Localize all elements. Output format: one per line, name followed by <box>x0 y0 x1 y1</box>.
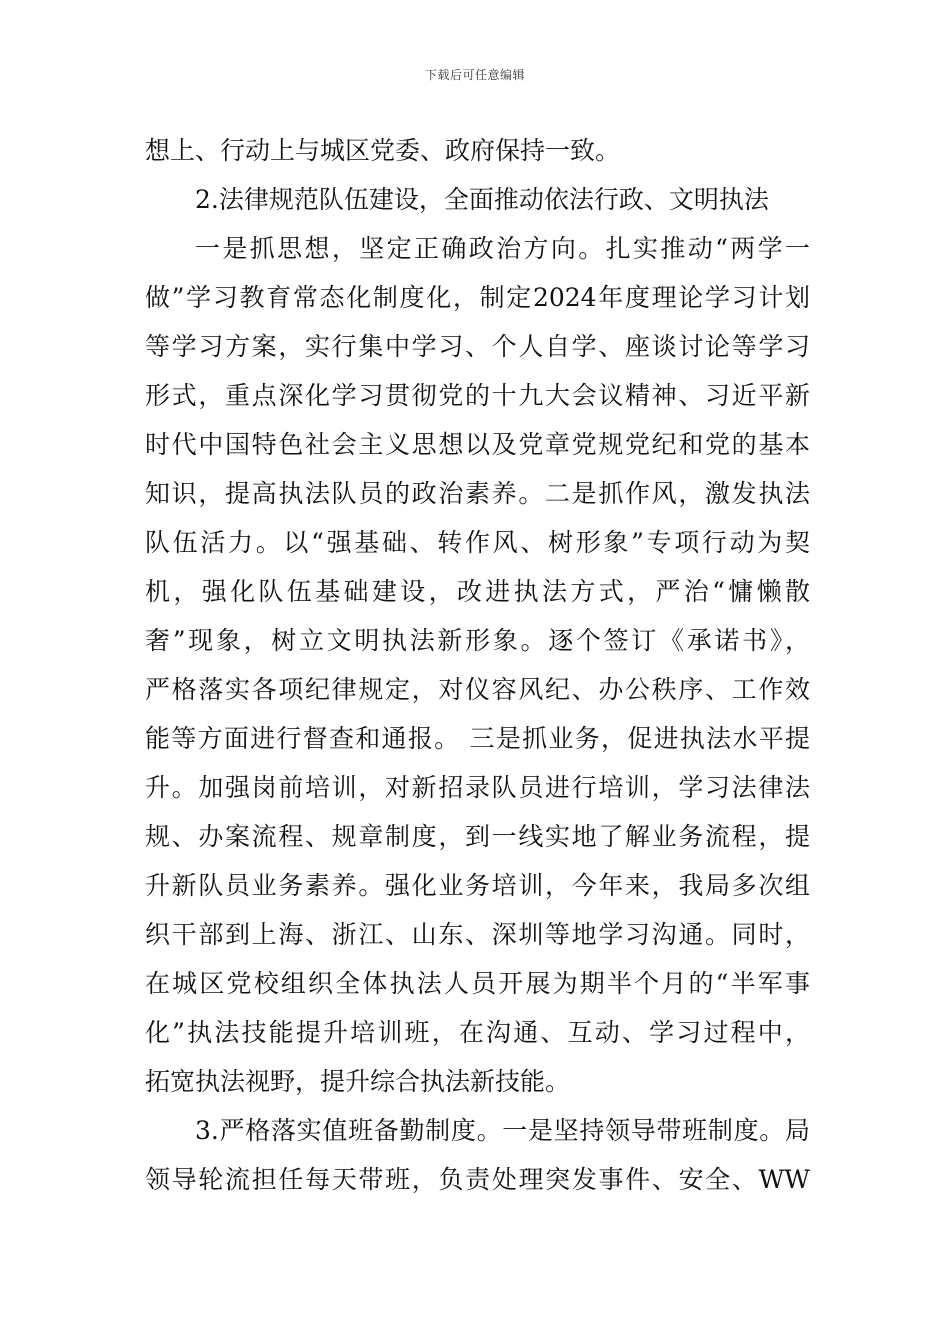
text-line: 升。加强岗前培训，对新招录队员进行培训，学习法律法 <box>145 773 810 802</box>
text-line: 规、办案流程、规章制度，到一线实地了解业务流程，提 <box>145 822 810 851</box>
text-line: 严格落实各项纪律规定，对仪容风纪、办公秩序、工作效 <box>145 675 810 704</box>
text-line: 想上、行动上与城区党委、政府保持一致。 <box>145 136 621 165</box>
text-line: 时代中国特色社会主义思想以及党章党规党纪和党的基本 <box>145 430 810 459</box>
section-heading: 3.严格落实值班备勤制度。一是坚持领导带班制度。局 <box>195 1116 810 1145</box>
text-line: 织干部到上海、浙江、山东、深圳等地学习沟通。同时， <box>145 920 810 949</box>
text-line: 奢”现象，树立文明执法新形象。逐个签订《承诺书》， <box>145 626 810 655</box>
text-line: 拓宽执法视野，提升综合执法新技能。 <box>145 1067 571 1096</box>
text-line: 化”执法技能提升培训班，在沟通、互动、学习过程中， <box>145 1018 810 1047</box>
text-line: 机，强化队伍基础建设，改进执法方式，严治“慵懒散 <box>145 577 810 606</box>
text-line: 队伍活力。以“强基础、转作风、树形象”专项行动为契 <box>145 528 810 557</box>
text-line: 知识，提高执法队员的政治素养。二是抓作风，激发执法 <box>145 479 810 508</box>
text-line: 一是抓思想，坚定正确政治方向。扎实推动“两学一 <box>195 234 810 263</box>
text-line: 等学习方案，实行集中学习、个人自学、座谈讨论等学习 <box>145 332 810 361</box>
text-line: 升新队员业务素养。强化业务培训，今年来，我局多次组 <box>145 871 810 900</box>
section-heading: 2.法律规范队伍建设，全面推动依法行政、文明执法 <box>195 185 769 214</box>
document-body <box>145 126 810 1204</box>
text-line: 能等方面进行督查和通报。 三是抓业务，促进执法水平提 <box>145 724 810 753</box>
text-line: 在城区党校组织全体执法人员开展为期半个月的“半军事 <box>145 969 810 998</box>
text-line: 领导轮流担任每天带班，负责处理突发事件、安全、WW <box>145 1165 810 1194</box>
text-line: 形式，重点深化学习贯彻党的十九大会议精神、习近平新 <box>145 381 810 410</box>
header-note: 下载后可任意编辑 <box>424 68 525 82</box>
text-line: 做”学习教育常态化制度化，制定2024年度理论学习计划 <box>145 283 810 312</box>
